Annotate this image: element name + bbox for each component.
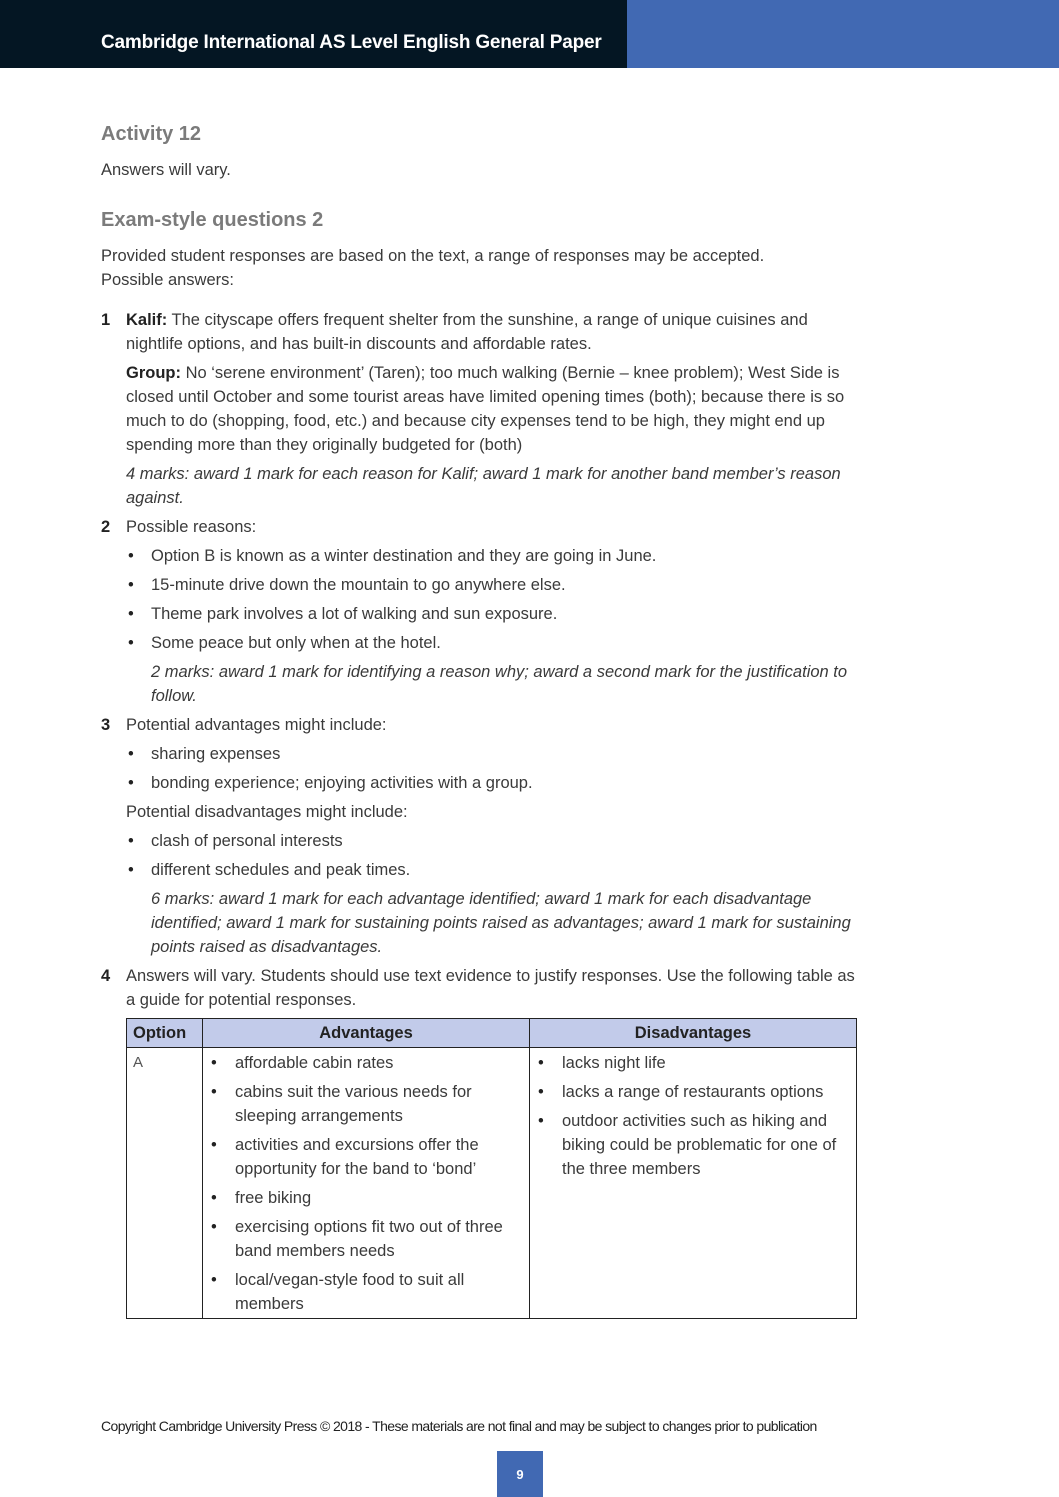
list-item: • affordable cabin rates <box>209 1051 523 1075</box>
question-3 <box>101 713 861 959</box>
list-item: • sharing expenses <box>126 742 861 766</box>
advantages-cell <box>203 1048 530 1319</box>
disadvantages-intro: Potential disadvantages might include: <box>126 803 408 821</box>
list-item: • Theme park involves a lot of walking and sun exposure. <box>126 602 861 626</box>
list-item: • Some peace but only when at the hotel. <box>126 631 861 655</box>
group-label: Group: <box>126 364 181 382</box>
exam-intro-2: Possible answers: <box>101 271 234 289</box>
option-cell: A <box>127 1048 203 1319</box>
column-header-advantages: Advantages <box>203 1019 530 1048</box>
header-accent-block <box>627 0 1059 68</box>
kalif-text: The cityscape offers frequent shelter from the sunshine, a range of unique cuisines and nightlife options, and has built-in discounts and affordable rates. <box>126 311 808 353</box>
kalif-answer <box>126 308 861 356</box>
group-answer <box>126 361 861 457</box>
question-number: 1 <box>101 311 111 329</box>
column-header-option: Option <box>127 1019 203 1048</box>
question-number: 3 <box>101 716 111 734</box>
activity-heading: Activity 12 <box>101 123 202 145</box>
options-table <box>126 1018 857 1319</box>
exam-intro: Provided student responses are based on the text, a range of responses may be accepted. <box>101 247 765 265</box>
list-item: • lacks a range of restaurants options <box>536 1080 850 1104</box>
exam-heading: Exam-style questions 2 <box>101 209 324 231</box>
question-4 <box>101 964 861 1319</box>
list-item: • bonding experience; enjoying activities with a group. <box>126 771 861 795</box>
advantages-list <box>209 1051 523 1316</box>
marks-note: 4 marks: award 1 mark for each reason for Kalif; award 1 mark for another band member’s reason against. <box>126 465 841 507</box>
advantages-intro: Potential advantages might include: <box>126 716 387 734</box>
table-row <box>127 1048 857 1319</box>
list-item: • lacks night life <box>536 1051 850 1075</box>
kalif-label: Kalif: <box>126 311 168 329</box>
book-title: Cambridge International AS Level English General Paper <box>101 32 602 53</box>
list-item: • free biking <box>209 1186 523 1210</box>
reasons-list <box>126 544 861 655</box>
marks-note: 6 marks: award 1 mark for each advantage identified; award 1 mark for each disadvantage identified; award 1 mark for sustaining points raised as advantages; award 1 mark for sustaining points raised as disadvantages. <box>151 890 851 956</box>
question-intro: Possible reasons: <box>126 518 257 536</box>
list-item: • Option B is known as a winter destination and they are going in June. <box>126 544 861 568</box>
list-item: • different schedules and peak times. <box>126 858 861 882</box>
page-number: 9 <box>497 1451 543 1497</box>
list-item: • outdoor activities such as hiking and biking could be problematic for one of the three members <box>536 1109 850 1181</box>
advantages-list <box>126 742 861 795</box>
disadvantages-list <box>536 1051 850 1181</box>
disadvantages-list <box>126 829 861 882</box>
list-item: • activities and excursions offer the opportunity for the band to ‘bond’ <box>209 1133 523 1181</box>
table-header-row <box>127 1019 857 1048</box>
disadvantages-cell <box>530 1048 857 1319</box>
copyright-notice: Copyright Cambridge University Press © 2018 - These materials are not final and may be subject to changes prior to publication <box>101 1418 817 1434</box>
question-1 <box>101 308 861 510</box>
question-number: 4 <box>101 967 111 985</box>
column-header-disadvantages: Disadvantages <box>530 1019 857 1048</box>
question-number: 2 <box>101 518 111 536</box>
activity-text: Answers will vary. <box>101 161 231 179</box>
list-item: • exercising options fit two out of three band members needs <box>209 1215 523 1263</box>
question-intro: Answers will vary. Students should use text evidence to justify responses. Use the following table as a guide for potential responses. <box>126 967 855 1009</box>
marks-note: 2 marks: award 1 mark for identifying a reason why; award a second mark for the justification to follow. <box>151 663 848 705</box>
list-item: • clash of personal interests <box>126 829 861 853</box>
question-2 <box>101 515 861 708</box>
list-item: • local/vegan-style food to suit all members <box>209 1268 523 1316</box>
list-item: • 15-minute drive down the mountain to go anywhere else. <box>126 573 861 597</box>
list-item: • cabins suit the various needs for sleeping arrangements <box>209 1080 523 1128</box>
group-text: No ‘serene environment’ (Taren); too much walking (Bernie – knee problem); West Side is closed until October and some tourist areas have limited opening times (both); because there is so much to do (shopping, food, etc.) and because city expenses tend to be high, they might end up spending more than they originally budgeted for (both) <box>126 364 845 454</box>
page-content <box>101 120 861 1319</box>
